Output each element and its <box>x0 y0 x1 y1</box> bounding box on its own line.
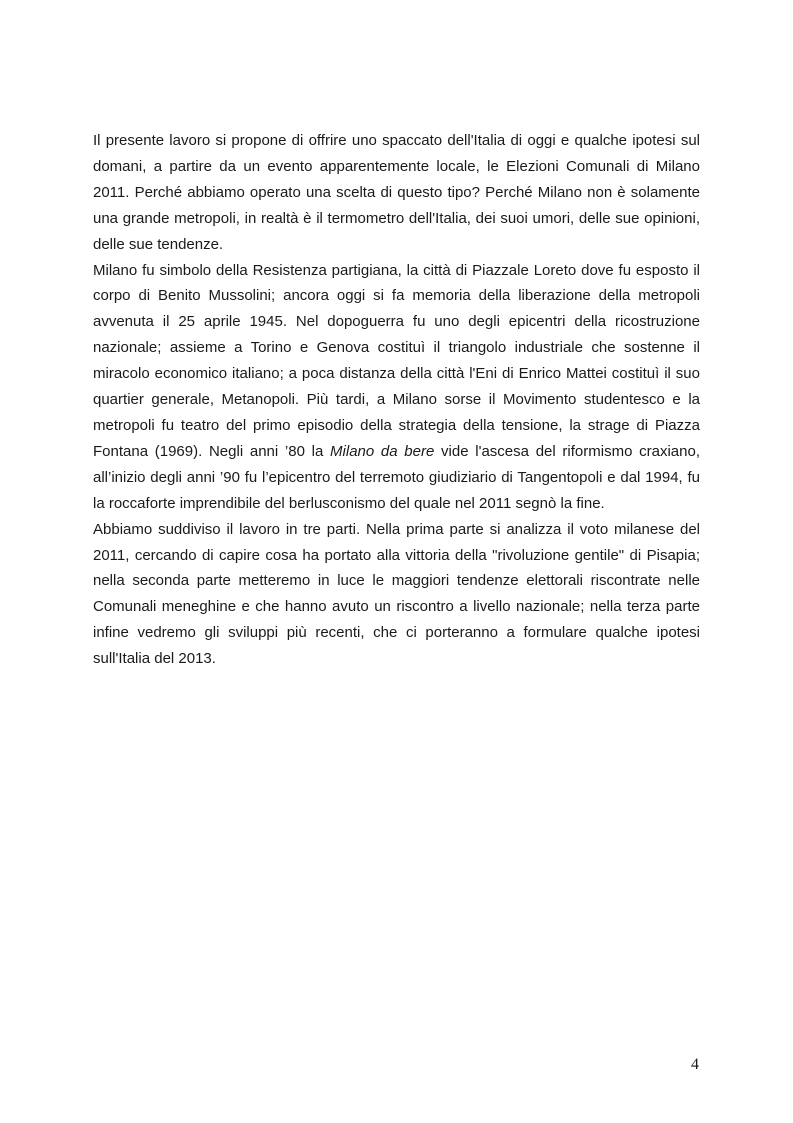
paragraph-intro <box>93 128 700 258</box>
body-text <box>93 128 700 672</box>
paragraph-structure-text: Abbiamo suddiviso il lavoro in tre parti. Nella prima parte si analizza il voto milanese del 2011, cercando di capire cosa ha portato alla vittoria della "rivoluzione gentile" di Pisapia; nella seconda parte metteremo in luce le maggiori tendenze elettorali riscontrate nelle Comunali meneghine e che hanno avuto un riscontro a livello nazionale; nella terza parte infine vedremo gli sviluppi più recenti, che ci porteranno a formulare qualche ipotesi sull'Italia del 2013. <box>93 520 700 668</box>
paragraph-history <box>93 258 700 517</box>
page-number: 4 <box>691 1056 699 1073</box>
paragraph-intro-text: Il presente lavoro si propone di offrire uno spaccato dell'Italia di oggi e qualche ipotesi sul domani, a partire da un evento apparentemente locale, le Elezioni Comunali di Milano 2011. Perché abbiamo operato una scelta di questo tipo? Perché Milano non è solamente una grande metropoli, in realtà è il termometro dell'Italia, dei suoi umori, delle sue opinioni, delle sue tendenze. <box>93 132 700 253</box>
paragraph-history-text-start: Milano fu simbolo della Resistenza partigiana, la città di Piazzale Loreto dove fu esposto il corpo di Benito Mussolini; ancora oggi si fa memoria della liberazione della metropoli avvenuta il 25 aprile 1945. Nel dopoguerra fu uno degli epicentri della ricostruzione nazionale; assieme a Torino e Genova costituì il triangolo industriale che sostenne il miracolo economico italiano; a poca distanza della città l'Eni di Enrico Mattei costituì il suo quartier generale, Metanopoli. Più tardi, a Milano sorse il Movimento studentesco e la metropoli fu teatro del primo episodio della strategia della tensione, la strage di Piazza Fontana (1969). Negli anni ’80 la <box>93 261 700 460</box>
paragraph-structure <box>93 517 700 672</box>
italic-phrase: Milano da bere <box>330 442 435 460</box>
paragraph-history-text-end: vide l'ascesa del riformismo craxiano, all’inizio degli anni ’90 fu l’epicentro del terremoto giudiziario di Tangentopoli e dal 1994, fu la roccaforte imprendibile del berlusconismo del quale nel 2011 segnò la fine. <box>93 442 700 512</box>
